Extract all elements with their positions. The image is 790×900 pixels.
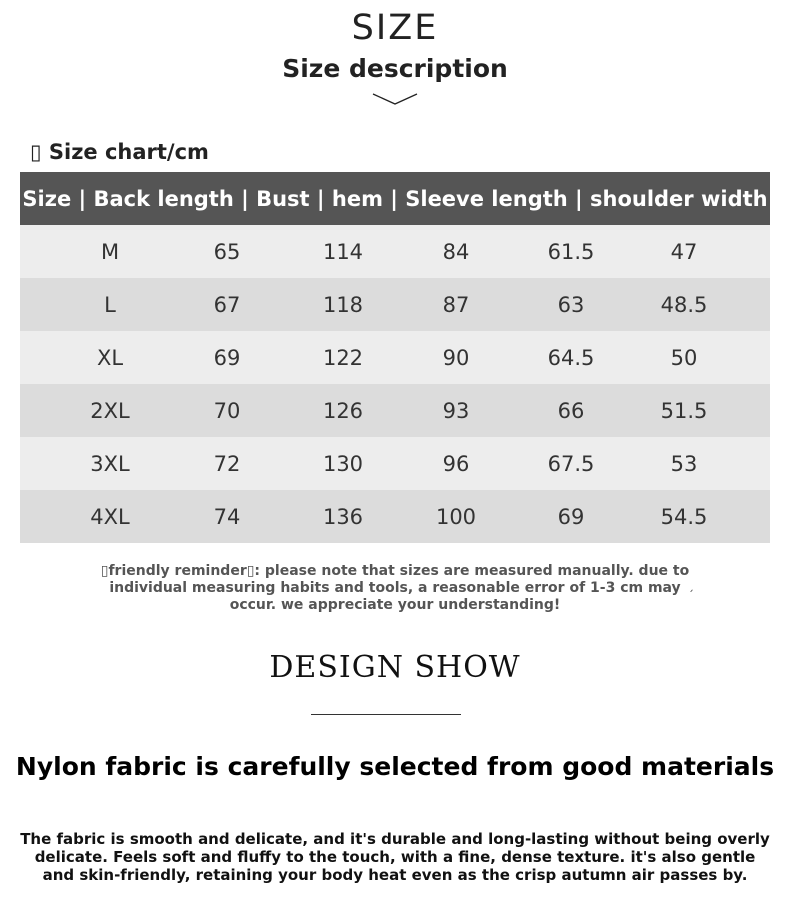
table-cell: 50 [670,345,698,370]
table-row [20,278,770,331]
friendly-reminder: ▯friendly reminder▯: please note that sizes are measured manually. due to individual measuring habits and tools, a reasonable error of 1-3 cm may occur. we appreciate your understanding! [100,563,690,613]
table-cell: 48.5 [660,292,708,317]
table-cell: 90 [442,345,470,370]
table-cell: 53 [670,451,698,476]
table-cell: 122 [322,345,364,370]
table-cell: 87 [442,292,470,317]
table-row [20,437,770,490]
size-subtitle: Size description [282,54,508,83]
size-table [20,172,770,543]
table-cell: 54.5 [660,504,708,529]
table-cell: 114 [322,239,364,264]
table-body [20,225,770,543]
reminder-mark: ˏ [688,578,694,592]
table-cell: 4XL [90,504,130,529]
feature-description: The fabric is smooth and delicate, and it's durable and long-lasting without being overly delicate. Feels soft and fluffy to the touch, with a fine, dense texture. it's also gentle and skin-friendly, retaining your body heat even as the crisp autumn air passes by. [20,830,770,884]
table-header: Size | Back length | Bust | hem | Sleeve length | shoulder width [20,172,770,225]
table-cell: 63 [557,292,585,317]
table-cell: XL [96,345,124,370]
table-cell: 93 [442,398,470,423]
size-chart-label: ▯ Size chart/cm [30,140,209,164]
table-cell: 3XL [90,451,130,476]
table-cell: 69 [213,345,241,370]
table-row [20,225,770,278]
table-cell: 84 [442,239,470,264]
table-cell: 2XL [90,398,130,423]
size-title: SIZE [351,8,439,48]
table-cell: 136 [322,504,364,529]
table-cell: 65 [213,239,241,264]
table-row [20,384,770,437]
table-cell: 130 [322,451,364,476]
table-cell: 47 [670,239,698,264]
design-show-title: DESIGN SHOW [269,650,521,685]
divider [311,714,461,715]
chevron-down-icon [372,92,418,106]
table-row [20,490,770,543]
table-cell: 118 [322,292,364,317]
table-cell: 61.5 [547,239,595,264]
table-cell: 72 [213,451,241,476]
table-cell: 96 [442,451,470,476]
table-cell: 67 [213,292,241,317]
table-cell: 74 [213,504,241,529]
table-cell: 126 [322,398,364,423]
table-cell: 51.5 [660,398,708,423]
table-cell: M [100,239,120,264]
table-cell: 100 [435,504,477,529]
table-cell: L [104,292,116,317]
table-cell: 69 [557,504,585,529]
feature-headline: Nylon fabric is carefully selected from good materials [15,752,775,781]
table-row [20,331,770,384]
table-cell: 70 [213,398,241,423]
table-cell: 67.5 [547,451,595,476]
table-cell: 64.5 [547,345,595,370]
table-cell: 66 [557,398,585,423]
